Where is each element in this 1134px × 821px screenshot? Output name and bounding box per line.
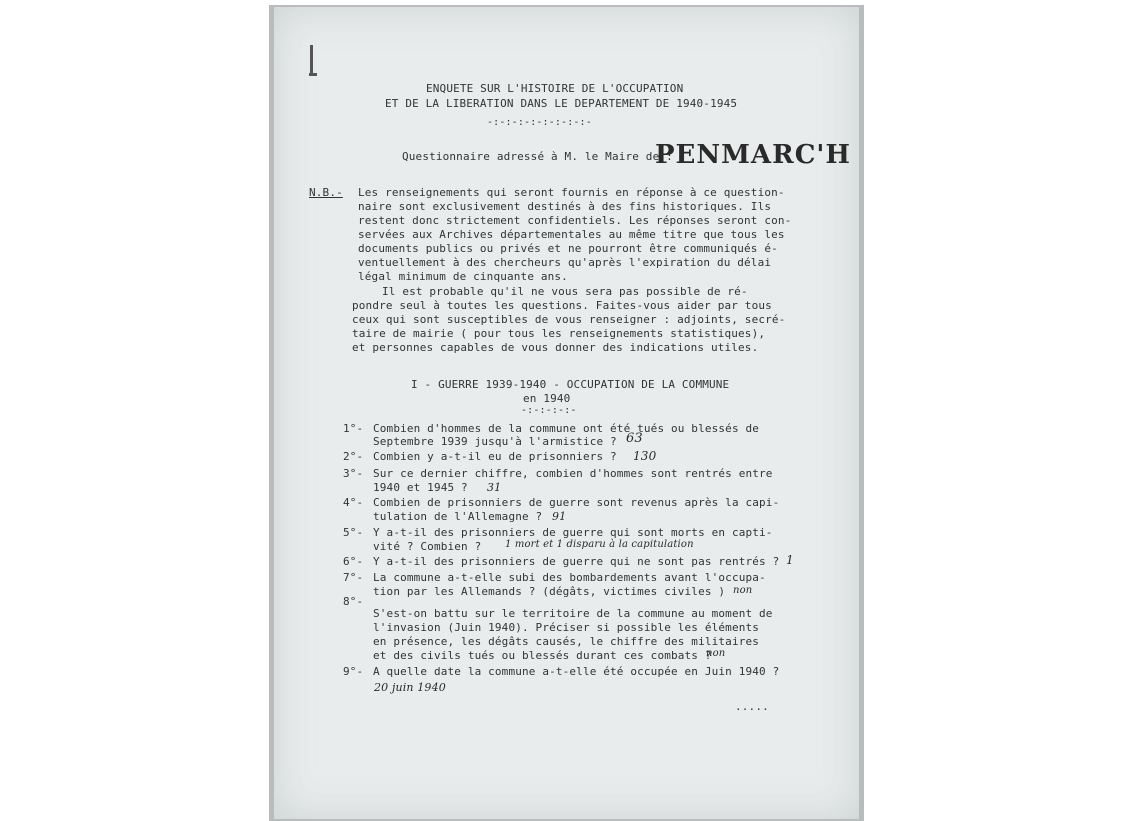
q7-line-1: La commune a-t-elle subi des bombardements avant l'occupa- xyxy=(373,571,766,584)
section-title-line-1: I - GUERRE 1939-1940 - OCCUPATION DE LA COMMUNE xyxy=(411,378,730,391)
continuation-dots: ..... xyxy=(735,700,769,713)
q8-line-4: et des civils tués ou blessés durant ces combats ? xyxy=(373,649,712,662)
q5-number: 5°- xyxy=(343,526,364,539)
nb-line-3: restent donc strictement confidentiels. Les réponses seront con- xyxy=(358,214,792,227)
margin-mark-foot xyxy=(309,73,317,76)
q3-answer-handwritten: 31 xyxy=(487,481,502,494)
q1-line-1: Combien d'hommes de la commune ont été tués ou blessés de xyxy=(373,422,760,435)
q3-number: 3°- xyxy=(343,467,364,480)
nb-line-5: documents publics ou privés et ne pourront être communiqués é- xyxy=(358,242,778,255)
q6-number: 6°- xyxy=(343,555,364,568)
nb-line-2: naire sont exclusivement destinés à des fins historiques. Ils xyxy=(358,200,772,213)
title-line-2: ET DE LA LIBERATION DANS LE DEPARTEMENT DE 1940-1945 xyxy=(385,97,738,110)
q5-line-2: vité ? Combien ? xyxy=(373,540,482,553)
title-line-1: ENQUETE SUR L'HISTOIRE DE L'OCCUPATION xyxy=(426,82,684,95)
nb-line-4: servées aux Archives départementales au même titre que tous les xyxy=(358,228,785,241)
q2-number: 2°- xyxy=(343,450,364,463)
nb-line-7: légal minimum de cinquante ans. xyxy=(358,270,568,283)
q1-number: 1°- xyxy=(343,422,364,435)
q2-answer-handwritten: 130 xyxy=(633,449,657,463)
nb-line-6: ventuellement à des chercheurs qu'après l'expiration du délai xyxy=(358,256,772,269)
q6-line-1: Y a-t-il des prisonniers de guerre qui ne sont pas rentrés ? xyxy=(373,555,780,568)
q8-line-1: S'est-on battu sur le territoire de la commune au moment de xyxy=(373,607,773,620)
q8-line-3: en présence, les dégâts causés, le chiffre des militaires xyxy=(373,635,760,648)
para2-line-2: pondre seul à toutes les questions. Faites-vous aider par tous xyxy=(352,299,772,312)
q4-line-1: Combien de prisonniers de guerre sont revenus après la capi- xyxy=(373,496,780,509)
q3-line-1: Sur ce dernier chiffre, combien d'hommes sont rentrés entre xyxy=(373,467,773,480)
q5-line-1: Y a-t-il des prisonniers de guerre qui sont morts en capti- xyxy=(373,526,773,539)
title-separator: -:-:-:-:-:-:-:-:- xyxy=(487,117,592,128)
para2-line-3: ceux qui sont susceptibles de vous renseigner : adjoints, secré- xyxy=(352,313,786,326)
q8-line-2: l'invasion (Juin 1940). Préciser si possible les éléments xyxy=(373,621,760,634)
nb-label: N.B.- xyxy=(309,186,343,199)
q8-number: 8°- xyxy=(343,595,364,608)
q3-line-2: 1940 et 1945 ? xyxy=(373,481,468,494)
section-title-line-2: en 1940 xyxy=(523,392,571,405)
q1-answer-handwritten: 63 xyxy=(626,431,643,446)
q7-line-2: tion par les Allemands ? (dégâts, victimes civiles ) xyxy=(373,585,726,598)
section-separator: -:-:-:-:- xyxy=(521,405,577,416)
q8-answer-handwritten: non xyxy=(706,648,726,659)
q9-answer-handwritten: 20 juin 1940 xyxy=(374,681,446,694)
q4-number: 4°- xyxy=(343,496,364,509)
para2-line-4: taire de mairie ( pour tous les renseignements statistiques), xyxy=(352,327,766,340)
margin-mark xyxy=(310,45,313,75)
nb-line-1: Les renseignements qui seront fournis en réponse à ce question- xyxy=(358,186,785,199)
q7-answer-handwritten: non xyxy=(733,585,753,596)
q4-answer-handwritten: 91 xyxy=(552,510,567,523)
q2-line-1: Combien y a-t-il eu de prisonniers ? xyxy=(373,450,617,463)
para2-line-5: et personnes capables de vous donner des indications utiles. xyxy=(352,341,759,354)
para2-line-1: Il est probable qu'il ne vous sera pas possible de ré- xyxy=(382,285,748,298)
q7-number: 7°- xyxy=(343,571,364,584)
q9-line-1: A quelle date la commune a-t-elle été occupée en Juin 1940 ? xyxy=(373,665,780,678)
q6-answer-handwritten: 1 xyxy=(786,553,794,567)
q9-number: 9°- xyxy=(343,665,364,678)
q4-line-2: tulation de l'Allemagne ? xyxy=(373,510,543,523)
q1-line-2: Septembre 1939 jusqu'à l'armistice ? xyxy=(373,435,617,448)
q5-answer-handwritten: 1 mort et 1 disparu à la capitulation xyxy=(505,539,694,550)
commune-name-handwritten: PENMARC'H xyxy=(655,140,851,170)
addressee-prefix: Questionnaire adressé à M. le Maire de : xyxy=(402,150,673,163)
